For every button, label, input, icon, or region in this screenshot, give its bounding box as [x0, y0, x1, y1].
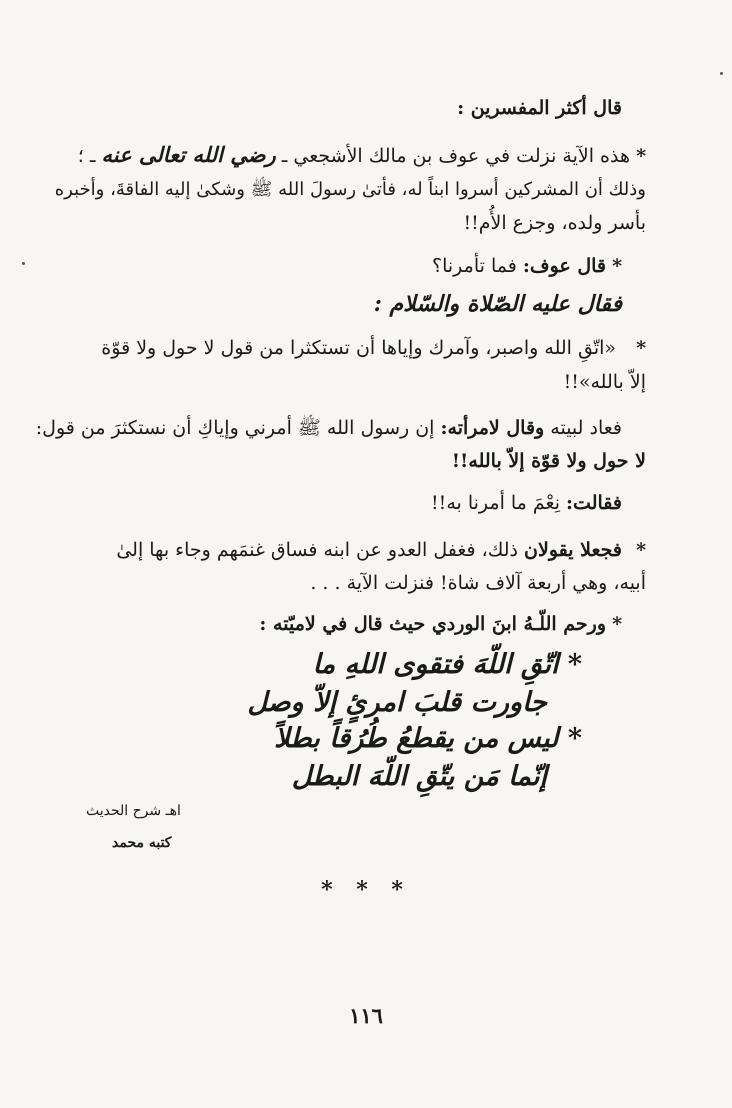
heading: [457, 96, 622, 120]
p3-text: فقال عليه الصّلاة والسّلام :: [373, 291, 622, 317]
poem-verse-1a: * اتّقِ اللّهَ فتقوى اللهِ ما: [312, 649, 582, 680]
paragraph-7-line-1: [116, 538, 646, 562]
heading-text: قال أكثر المفسرين :: [457, 97, 622, 119]
honorific: رضي الله تعالى عنه: [101, 142, 276, 167]
p4-line2: إلاّ بالله»!!: [563, 371, 646, 393]
p1-line2-text: وذلك أن المشركين أسروا ابناً له، فأتىٰ رسولَ الله ﷺ وشكىٰ إليه الفاقةَ، وأخبره: [54, 179, 646, 200]
bullet-star: *: [636, 145, 646, 167]
paragraph-7-line-2: [310, 571, 646, 595]
paragraph-1-line-3: [463, 211, 646, 235]
p7-line1-rest: ذلك، فغفل العدو عن ابنه فساق غنمَهم وجاء بها إلىٰ: [116, 539, 518, 561]
bullet-star: *: [636, 539, 646, 561]
p6-text: نِعْمَ ما أمرنا به!!: [431, 492, 560, 514]
section-separator: * * *: [321, 877, 411, 903]
bullet-star: *: [612, 255, 622, 277]
p2-text: فما تأمرنا؟: [432, 255, 517, 277]
paragraph-1-line-1: [78, 143, 646, 168]
poem-verse-2a: * ليس من يقطعُ طُرُقاً بطلاً: [274, 723, 582, 754]
p1-text: هذه الآية نزلت في عوف بن مالك الأشجعي ـ: [281, 145, 631, 167]
page-number: ١١٦: [349, 1003, 383, 1028]
bullet-star: *: [612, 613, 622, 635]
bullet-star: *: [636, 337, 646, 359]
p5-line2: لا حول ولا قوّة إلاّ بالله!!: [451, 450, 646, 472]
paragraph-1-line-2: [55, 178, 646, 202]
speck: [22, 262, 25, 265]
poem-verse-1b: جاورت قلبَ امرئٍ إلاّ وصل: [247, 687, 547, 718]
p5-label: وقال لامرأته:: [440, 417, 545, 439]
poem-verse-2b: إنّما مَن يتّقِ اللّهَ البطل: [291, 761, 547, 792]
p8-text: ورحم اللّـهُ ابنَ الوردي حيث قال في لاميّته :: [259, 613, 607, 635]
signature-line-1: اهـ شرح الحديث: [86, 803, 181, 819]
paragraph-8: [259, 612, 622, 636]
paragraph-4-line-2: [564, 370, 646, 394]
p2-label: قال عوف:: [522, 255, 607, 277]
paragraph-6: [431, 491, 622, 515]
paragraph-5-line-1: [36, 416, 622, 440]
speck: [720, 72, 723, 75]
p4-line1: «اتّقِ الله واصبر، وآمرك وإياها أن تستكثرا من قول لا حول ولا قوّة: [101, 337, 617, 359]
paragraph-3: [374, 292, 622, 316]
p7-label: فجعلا يقولان: [524, 539, 623, 561]
paragraph-2: [432, 254, 622, 278]
p1-line3-text: بأسر ولده، وجزع الأُم!!: [463, 212, 646, 234]
signature-line-2: كتبه محمد: [112, 835, 172, 851]
p6-label: فقالت:: [566, 492, 622, 514]
p5-prefix: فعاد لبيته: [550, 417, 622, 439]
p7-line2: أبيه، وهي أربعة آلاف شاة! فنزلت الآية . . .: [310, 572, 646, 594]
p5-line1-rest: إن رسول الله ﷺ أمرني وإياكِ أن نستكثرَ من قول:: [35, 417, 435, 439]
paragraph-4-line-1: [101, 336, 646, 360]
paragraph-5-line-2: [452, 449, 646, 473]
p1-end: ـ ؛: [77, 145, 96, 167]
